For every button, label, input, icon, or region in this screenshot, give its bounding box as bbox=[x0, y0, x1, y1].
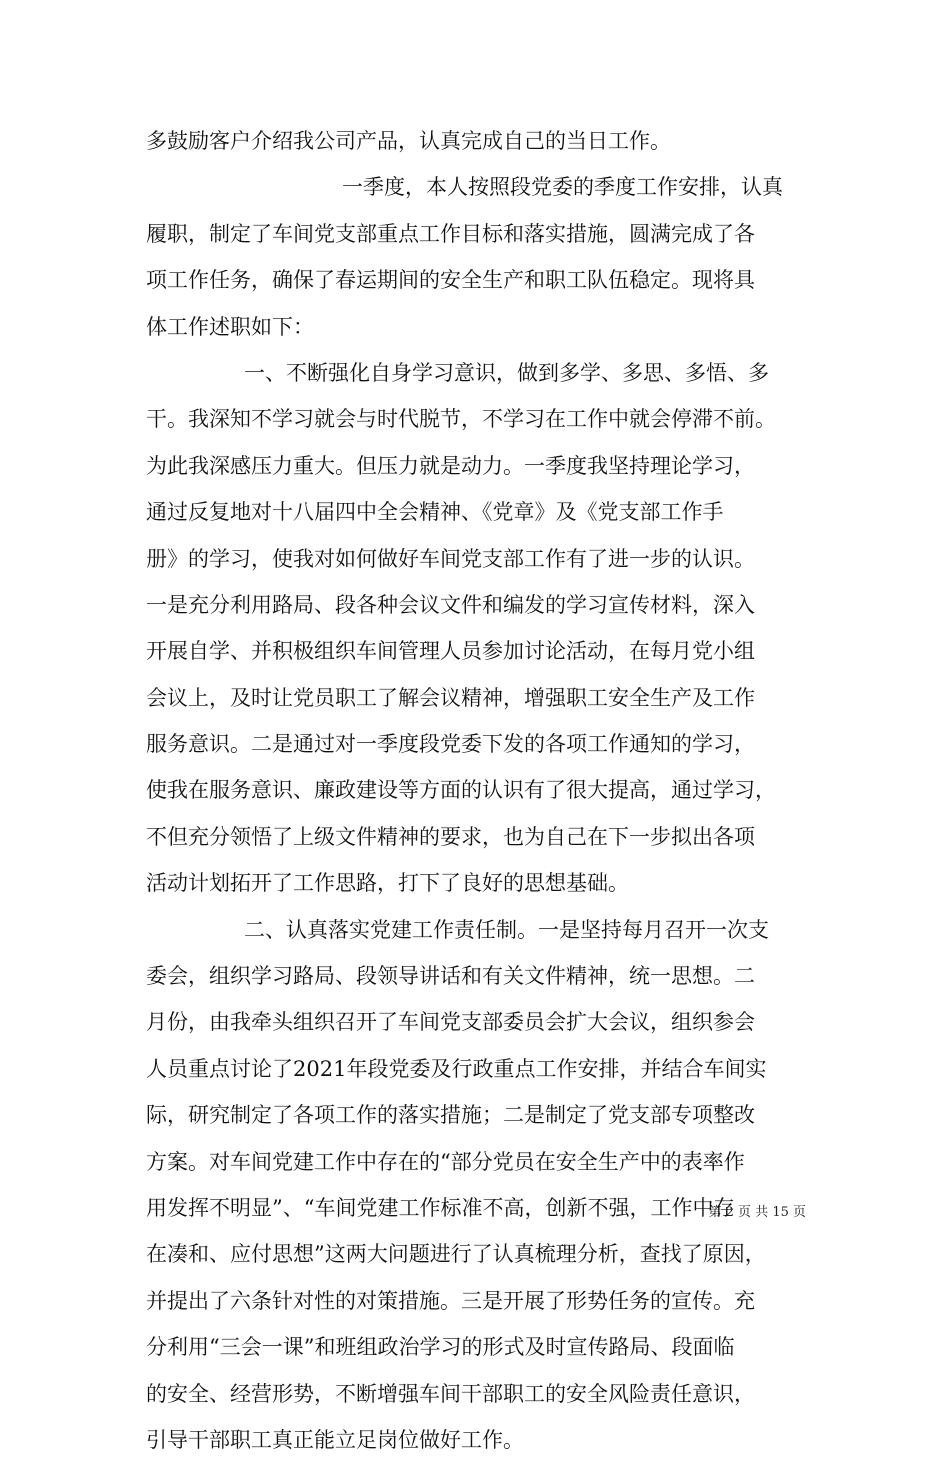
text-line: 的安全、经营形势，不断增强车间干部职工的安全风险责任意识， bbox=[146, 1381, 755, 1406]
text-line: 使我在服务意识、廉政建设等方面的认识有了很大提高，通过学习， bbox=[146, 778, 776, 803]
text-line: 体工作述职如下： bbox=[146, 314, 314, 339]
text-line: 月份，由我牵头组织召开了车间党支部委员会扩大会议，组织参会 bbox=[146, 1010, 755, 1035]
text-line: 通过反复地对十八届四中全会精神、《党章》及《党支部工作手 bbox=[146, 500, 724, 525]
page-number: 第 2 页 共 15 页 bbox=[708, 1205, 806, 1220]
text-line: 在凑和、应付思想”这两大问题进行了认真梳理分析，查找了原因， bbox=[146, 1242, 766, 1267]
text-line: 不但充分领悟了上级文件精神的要求，也为自己在下一步拟出各项 bbox=[146, 824, 755, 849]
text-line: 为此我深感压力重大。但压力就是动力。一季度我坚持理论学习， bbox=[146, 453, 755, 478]
text-line: 一是充分利用路局、段各种会议文件和编发的学习宣传材料，深入 bbox=[146, 592, 755, 617]
text-line: 人员重点讨论了2021年段党委及行政重点工作安排，并结合车间实 bbox=[146, 1056, 767, 1081]
text-line: 一、不断强化自身学习意识，做到多学、多思、多悟、多 bbox=[244, 360, 769, 385]
text-line: 引导干部职工真正能立足岗位做好工作。 bbox=[146, 1427, 524, 1452]
text-line: 二、认真落实党建工作责任制。一是坚持每月召开一次支 bbox=[244, 917, 769, 942]
text-line: 方案。对车间党建工作中存在的“部分党员在安全生产中的表率作 bbox=[146, 1149, 745, 1174]
text-line: 活动计划拓开了工作思路，打下了良好的思想基础。 bbox=[146, 871, 629, 896]
text-line: 多鼓励客户介绍我公司产品，认真完成自己的当日工作。 bbox=[146, 129, 671, 153]
text-line: 服务意识。二是通过对一季度段党委下发的各项工作通知的学习， bbox=[146, 732, 755, 757]
text-line: 委会，组织学习路局、段领导讲话和有关文件精神，统一思想。二 bbox=[146, 964, 755, 989]
text-line: 项工作任务，确保了春运期间的安全生产和职工队伍稳定。现将具 bbox=[146, 268, 755, 293]
text-line: 册》的学习，使我对如何做好车间党支部工作有了进一步的认识。 bbox=[146, 546, 755, 571]
text-line: 履职，制定了车间党支部重点工作目标和落实措施，圆满完成了各 bbox=[146, 221, 755, 246]
text-line: 会议上，及时让党员职工了解会议精神，增强职工安全生产及工作 bbox=[146, 685, 755, 710]
text-line: 际，研究制定了各项工作的落实措施；二是制定了党支部专项整改 bbox=[146, 1103, 755, 1128]
text-line: 一季度，本人按照段党委的季度工作安排，认真 bbox=[342, 175, 783, 200]
body-text bbox=[146, 118, 836, 1463]
text-line: 干。我深知不学习就会与时代脱节，不学习在工作中就会停滞不前。 bbox=[146, 407, 776, 432]
text-line: 并提出了六条针对性的对策措施。三是开展了形势任务的宣传。充 bbox=[146, 1288, 755, 1313]
text-line: 开展自学、并积极组织车间管理人员参加讨论活动，在每月党小组 bbox=[146, 639, 755, 664]
text-line: 用发挥不明显”、“车间党建工作标准不高，创新不强，工作中存 bbox=[146, 1195, 735, 1220]
text-line: 分利用“三会一课”和班组政治学习的形式及时宣传路局、段面临 bbox=[146, 1335, 735, 1360]
